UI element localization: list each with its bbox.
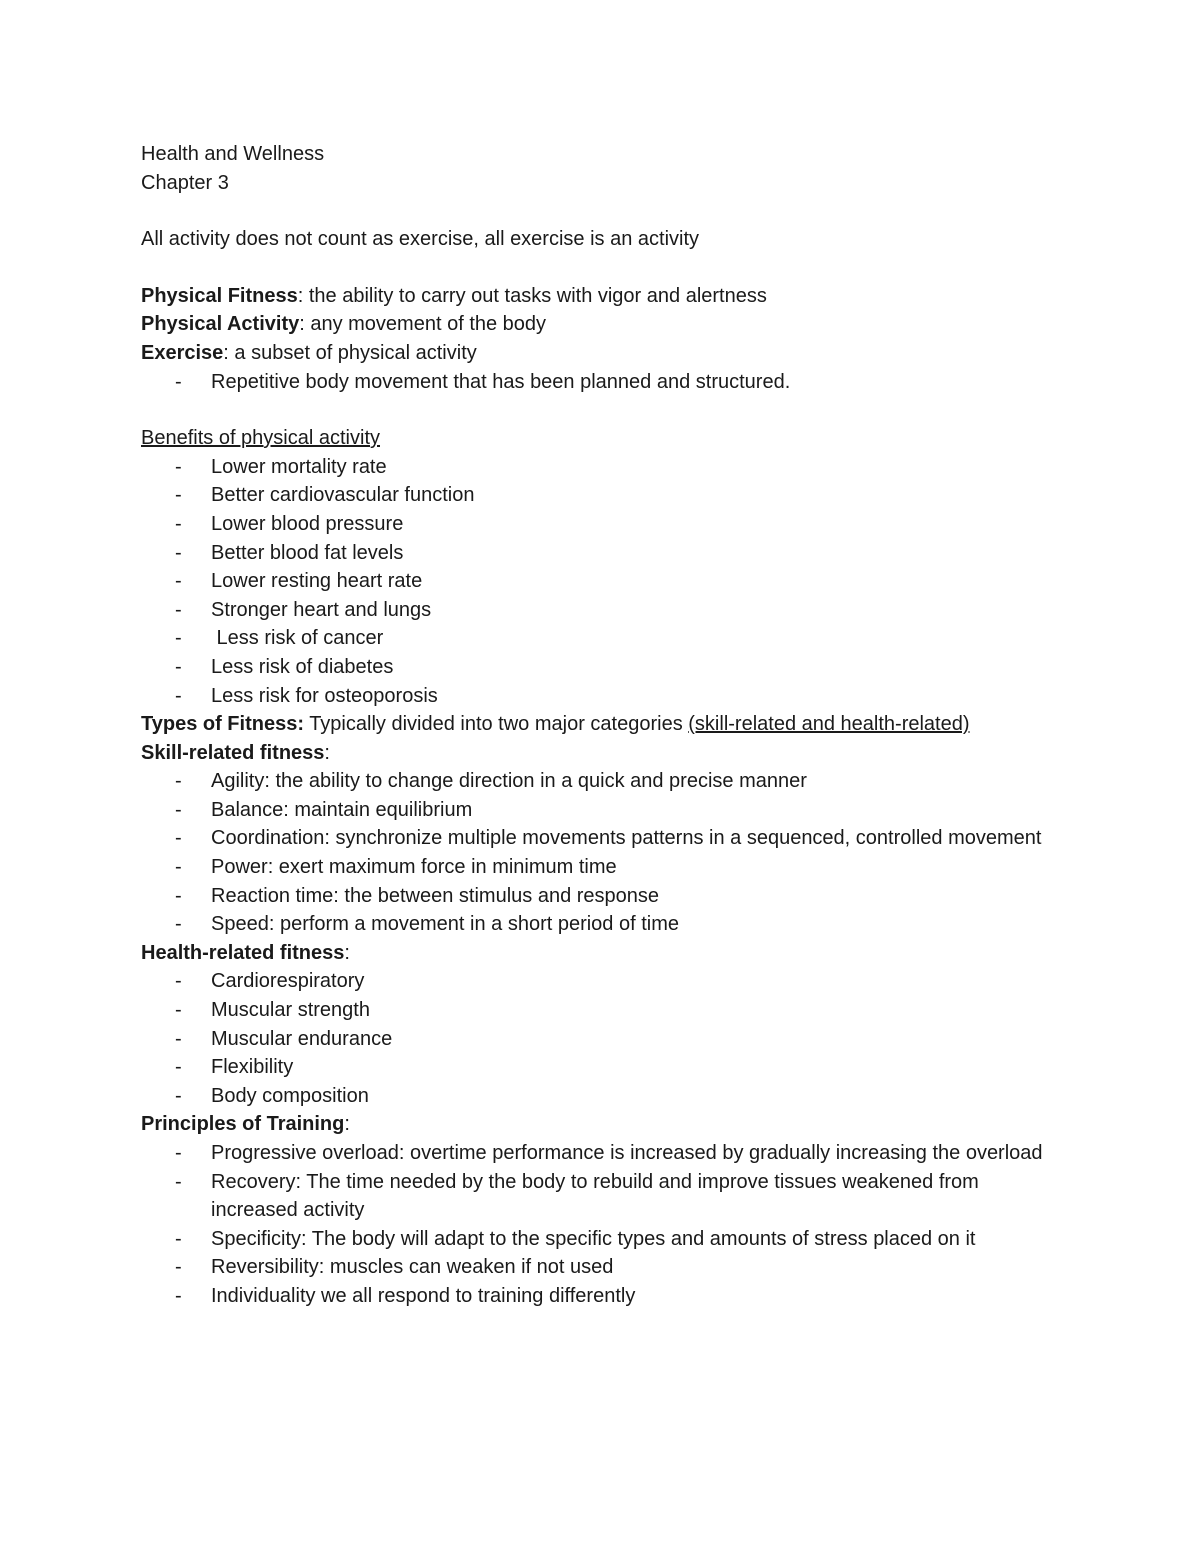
list-item: - Specificity: The body will adapt to the specific types and amounts of stress placed on it xyxy=(175,1227,976,1250)
definition-term: Physical Fitness xyxy=(141,284,298,307)
list-item: - Muscular strength xyxy=(175,999,370,1022)
skill-related-list xyxy=(141,767,1061,939)
principles-heading: Principles of Training: xyxy=(141,1113,350,1136)
definition-term: Physical Activity xyxy=(141,313,300,336)
chapter-label: Chapter 3 xyxy=(141,171,229,194)
list-item: - Reversibility: muscles can weaken if not used xyxy=(175,1256,614,1279)
benefits-heading: Benefits of physical activity xyxy=(141,427,380,450)
definition-physical-activity xyxy=(141,310,1061,339)
health-related-heading: Health-related fitness: xyxy=(141,941,350,964)
definition-text: : a subset of physical activity xyxy=(223,341,477,364)
list-item: - Less risk of cancer xyxy=(175,627,384,650)
principles-list xyxy=(141,1139,1061,1311)
benefits-list xyxy=(141,453,1061,710)
list-item: - Lower mortality rate xyxy=(175,455,387,478)
list-item: - Flexibility xyxy=(175,1056,294,1079)
list-item: - Progressive overload: overtime performance is increased by gradually increasing the overload xyxy=(175,1142,1043,1164)
list-item: - Better blood fat levels xyxy=(175,541,404,564)
list-item: - Individuality we all respond to training differently xyxy=(175,1284,636,1307)
list-item: - Muscular endurance xyxy=(175,1027,393,1050)
list-item: - Repetitive body movement that has been planned and structured. xyxy=(175,370,791,393)
list-item: - Recovery: The time needed by the body to rebuild and improve tissues weakened from increased activity xyxy=(175,1170,979,1222)
document-page xyxy=(141,140,1061,1311)
definition-term: Exercise xyxy=(141,341,224,364)
list-item: - Balance: maintain equilibrium xyxy=(175,798,473,821)
categories-underlined: (skill-related and health-related) xyxy=(688,713,970,736)
definition-physical-fitness xyxy=(141,282,1061,311)
list-item: - Power: exert maximum force in minimum time xyxy=(175,856,617,879)
intro-text: All activity does not count as exercise, all exercise is an activity xyxy=(141,228,700,251)
list-item: - Stronger heart and lungs xyxy=(175,598,432,621)
list-item: - Lower resting heart rate xyxy=(175,570,423,593)
list-item: - Body composition xyxy=(175,1084,369,1107)
list-item: - Speed: perform a movement in a short period of time xyxy=(175,913,680,936)
definition-text: : the ability to carry out tasks with vigor and alertness xyxy=(297,284,767,307)
list-item: - Coordination: synchronize multiple movements patterns in a sequenced, controlled movement xyxy=(175,827,1042,850)
exercise-bullet-list xyxy=(141,368,1061,397)
definition-text: : any movement of the body xyxy=(299,313,547,336)
list-item: - Less risk for osteoporosis xyxy=(175,684,438,707)
definition-exercise xyxy=(141,339,1061,368)
list-item: - Less risk of diabetes xyxy=(175,655,394,678)
document-title: Health and Wellness xyxy=(141,143,325,165)
list-item: - Reaction time: the between stimulus and response xyxy=(175,884,660,907)
definition-term: Types of Fitness: xyxy=(141,713,304,736)
list-item: - Agility: the ability to change direction in a quick and precise manner xyxy=(175,770,807,793)
list-item: - Lower blood pressure xyxy=(175,512,404,535)
types-of-fitness: Types of Fitness: Typically divided into two major categories (skill-related and health-related) xyxy=(141,713,970,736)
health-related-list xyxy=(141,967,1061,1110)
list-item: - Cardiorespiratory xyxy=(175,970,365,993)
skill-related-heading: Skill-related fitness: xyxy=(141,741,330,764)
list-item: - Better cardiovascular function xyxy=(175,484,475,507)
